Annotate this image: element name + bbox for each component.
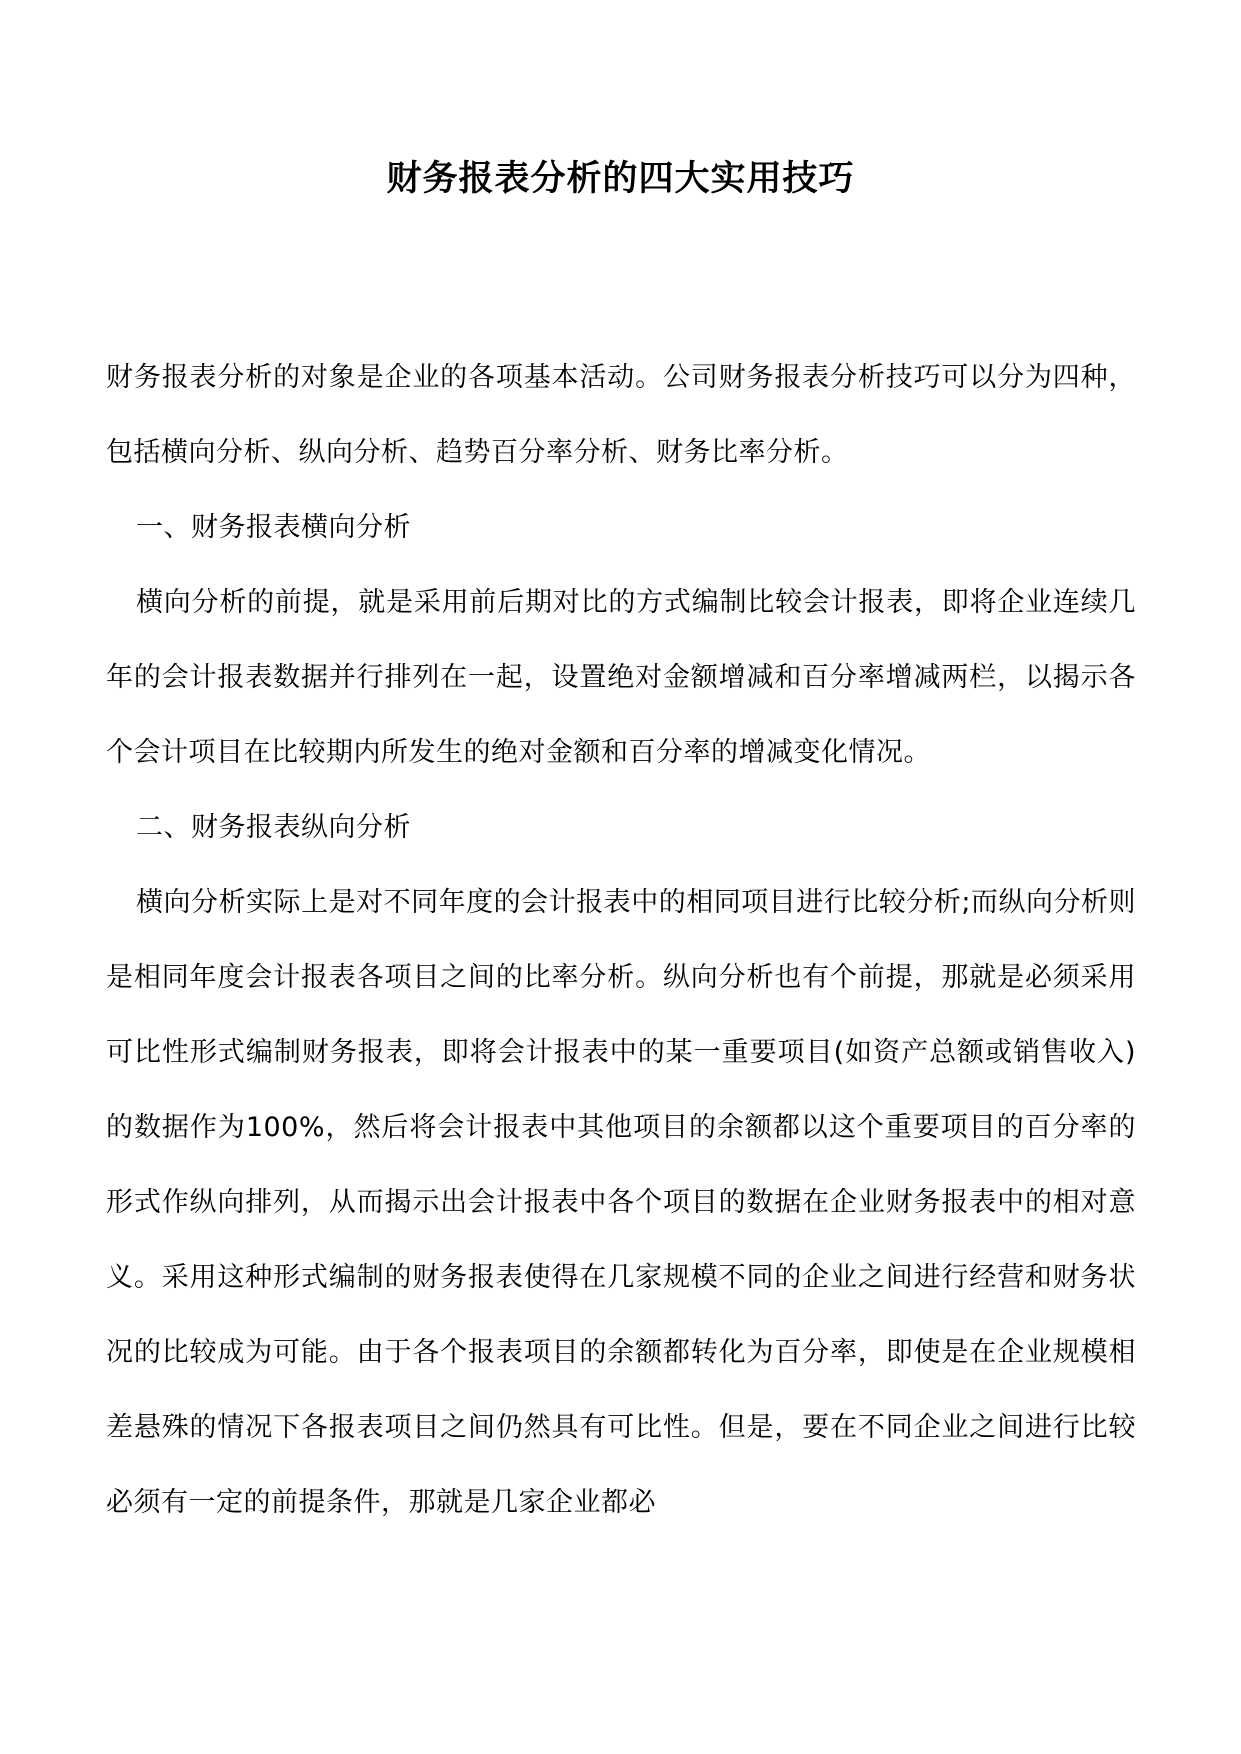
paragraph-intro: 财务报表分析的对象是企业的各项基本活动。公司财务报表分析技巧可以分为四种，包括横向分析、纵向分析、趋势百分率分析、财务比率分析。: [106, 362, 1136, 468]
paragraph-vertical-analysis: 横向分析实际上是对不同年度的会计报表中的相同项目进行比较分析;而纵向分析则是相同年度会计报表各项目之间的比率分析。纵向分析也有个前提，那就是必须采用可比性形式编制财务报表，即将会计报表中的某一重要项目(如资产总额或销售收入)的数据作为100%，然后将会计报表中其他项目的余额都以这个重要项目的百分率的形式作纵向排列，从而揭示出会计报表中各个项目的数据在企业财务报表中的相对意义。采用这种形式编制的财务报表使得在几家规模不同的企业之间进行经营和财务状况的比较成为可能。由于各个报表项目的余额都转化为百分率，即使是在企业规模相差悬殊的情况下各报表项目之间仍然具有可比性。但是，要在不同企业之间进行比较必须有一定的前提条件，那就是几家企业都必: [106, 887, 1136, 1518]
section-heading-vertical-analysis: 二、财务报表纵向分析: [136, 812, 411, 843]
paragraph-horizontal-analysis: 横向分析的前提，就是采用前后期对比的方式编制比较会计报表，即将企业连续几年的会计报表数据并行排列在一起，设置绝对金额增减和百分率增减两栏，以揭示各个会计项目在比较期内所发生的绝对金额和百分率的增减变化情况。: [106, 587, 1136, 768]
document-title: 财务报表分析的四大实用技巧: [386, 158, 855, 199]
document-body: [106, 340, 1136, 1540]
section-heading-horizontal-analysis: 一、财务报表横向分析: [136, 512, 411, 543]
